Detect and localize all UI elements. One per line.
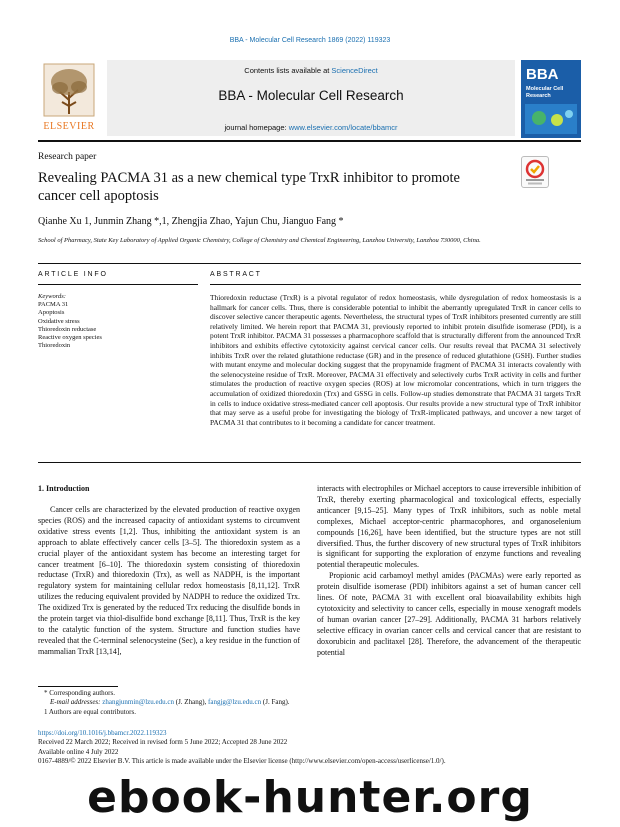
cover-subtitle: Molecular Cell Research xyxy=(526,86,564,99)
keyword-item: Reactive oxygen species xyxy=(38,334,102,342)
email-owner-fang: (J. Fang). xyxy=(261,698,290,707)
introduction-heading: 1. Introduction xyxy=(38,484,90,493)
doi-link[interactable]: https://doi.org/10.1016/j.bbamcr.2022.119323 xyxy=(38,729,167,737)
intro-paragraph-left: Cancer cells are characterized by the elevated production of reactive oxygen species (ROS) and the increased capacity of antioxidant systems to circumvent oxidative stress events [1,2]. Thus, inhibiting the antioxidant system is an approach to ablate effectively cancer cells [3–5]. The thioredoxin system as a crucial player of the antioxidant system has become an interesting target for cancer treatment [6–10]. The thioredoxin system consisting of thioredoxin reductase (TrxR) and thioredoxin (Trx), as well as NADPH, is the important regulatory system for maintaining cellular redox homeostasis [8,11,12]. TrxR utilizes the reducing equivalent provided by NADPH to reduce the oxidized Trx. The oxidized Trx is generated by the reduced Trx reducing the disulfide bonds in the protein target via thiol-disulfide bond exchange [8,11]. Thus, TrxR is the key to the catalytic function of the system. Structure and function studies have revealed that the C-terminal selenocysteine (Sec), a key residue in the function of mammalian TrxR [13,14], xyxy=(38,505,300,656)
abstract-heading: ABSTRACT xyxy=(210,271,262,278)
abstract-text: Thioredoxin reductase (TrxR) is a pivotal regulator of redox homeostasis, while dysregulation of redox homeostasis is a hallmark for cancer cells. Thus, there is considerable potential to inhibit the aberrantly upregulated TrxR in cancer cells to discover selective cancer therapeutic agents. Nevertheless, the structural types of TrxR inhibitors presented currently are still relatively limited. We herein report that PACMA 31, previously reported to inhibit protein disulfide isomerase (PDI), is a potent TrxR inhibitor. PACMA 31 possesses a pharmacophore scaffold that is structurally different from the announced TrxR inhibitors and exhibits effective cytotoxicity against cervical cancer cells. Our results reveal that PACMA 31 selectively inhibits TrxR over the related glutathione reductase (GR) and in the presence of reduced glutathione (GSH). Further studies with mutant enzyme and molecular docking suggest that the propynamide fragment of PACMA 31 interacts covalently with the selenocysteine residue of TrxR. Moreover, PACMA 31 effectively and selectively curbs TrxR activity in cells and further stimulates the production of reactive oxygen species (ROS) at low micromolar concentrations, which in turn triggers the accumulation of oxidized thioredoxin (Trx) and GSSG in cells. Follow-up studies demonstrate that PACMA 31 targets TrxR in cells to induce oxidative stress-mediated cancer cell apoptosis. Our results provide a new structural type of TrxR inhibitor that may serve as a useful probe for investigating the biology of TrxR-implicated pathways, and uncover a new target of PACMA 31 that contributes to it becoming a candidate for cancer treatment. xyxy=(210,293,581,427)
keyword-list xyxy=(38,301,102,351)
keywords-label: Keywords: xyxy=(38,293,66,300)
keyword-item: PACMA 31 xyxy=(38,301,69,308)
check-for-updates-icon xyxy=(522,157,548,187)
intro-paragraph-right-2: Propionic acid carbamoyl methyl amides (PACMAs) were early reported as protein disulfide isomerase (PDI) inhibitors against a set of human cancer cell lines. Of note, PACMA 31 with excellent oral bioavailability exhibits high cytotoxicity and selectivity to cancer cells, especially in mouse xenograft models of human ovarian cancer [27–29]. Additionally, PACMA 31 harbors relatively selective efficacy in ovarian cancer cells and cervical cancer that are resistant to doxorubicin and paclitaxel [28]. Therefore, the advancement of the therapeutic potential xyxy=(317,571,581,657)
article-info-heading: ARTICLE INFO xyxy=(38,271,108,278)
email-owner-zhang: (J. Zhang), xyxy=(174,698,209,707)
journal-citation[interactable]: BBA - Molecular Cell Research 1869 (2022) 119323 xyxy=(229,37,391,44)
corresponding-note: * Corresponding authors. xyxy=(44,689,115,697)
footnotes xyxy=(38,689,290,717)
abstract-bottom-rule xyxy=(38,462,581,463)
homepage-prefix: journal homepage: xyxy=(224,123,289,132)
email-line xyxy=(38,698,290,707)
keyword-item: Thioredoxin reductase xyxy=(38,325,97,333)
email-link-fang[interactable]: fangjg@lzu.edu.cn xyxy=(208,698,262,707)
footnote-rule xyxy=(38,686,118,687)
masthead-rule xyxy=(38,140,581,142)
affiliation: School of Pharmacy, State Key Laboratory of Applied Organic Chemistry, College of Chemistry and Chemical Engineering, Lanzhou University, Lanzhou 730000, China. xyxy=(38,237,481,244)
email-prefix: E-mail addresses: xyxy=(50,698,103,707)
article-info-rule xyxy=(38,284,198,285)
article-title: Revealing PACMA 31 as a new chemical type TrxR inhibitor to promote cancer cell apoptosis xyxy=(38,170,460,204)
intro-column-right xyxy=(317,484,581,659)
watermark-text: ebook-hunter.org xyxy=(87,772,533,823)
author-list: Qianhe Xu 1, Junmin Zhang *,1, Zhengjia Zhao, Yajun Chu, Jianguo Fang * xyxy=(38,216,344,227)
cover-title: BBA xyxy=(526,66,559,83)
abstract-rule xyxy=(210,284,581,285)
article-type: Research paper xyxy=(38,152,97,162)
keyword-item: Oxidative stress xyxy=(38,317,80,325)
keyword-item: Thioredoxin xyxy=(38,342,71,350)
elsevier-logo-text: ELSEVIER xyxy=(43,121,95,132)
equal-contribution-note: 1 Authors are equal contributors. xyxy=(44,707,136,716)
available-online: Available online 4 July 2022 xyxy=(38,747,119,756)
email-link-zhang[interactable]: zhangjunmin@lzu.edu.cn xyxy=(102,698,174,707)
journal-homepage-line xyxy=(107,123,515,132)
publication-info xyxy=(38,729,581,766)
info-divider xyxy=(38,263,581,264)
journal-title: BBA - Molecular Cell Research xyxy=(218,88,404,103)
keyword-item: Apoptosis xyxy=(38,309,65,317)
license-statement: 0167-4889/© 2022 Elsevier B.V. This article is made available under the Elsevier license (http://www.elsevier.com/open-access/userlicense/1.0/). xyxy=(38,756,446,765)
check-for-updates-button[interactable] xyxy=(521,156,549,188)
intro-paragraph-right-1: interacts with electrophiles or Michael acceptors to cause irreversible inhibition of TrxR, thereby exerting pharmacological and toxicological effects, especially anticancer [9,15–25]. Many types of TrxR inhibitors, such as noble metal complexes, Michael acceptor-centric pharmacophores, and organoselenium compounds [16,26], have been identified, but the structure types are not still diversified. Thus, the further discovery of new structural types of TrxR inhibitors is significant for supporting the exploration of enzyme functions and revealing potential therapeutic molecules. xyxy=(317,484,581,570)
contents-prefix: Contents lists available at xyxy=(244,66,332,75)
homepage-link[interactable]: www.elsevier.com/locate/bbamcr xyxy=(288,123,398,132)
contents-line xyxy=(107,66,515,75)
received-dates: Received 22 March 2022; Received in revised form 5 June 2022; Accepted 28 June 2022 xyxy=(38,738,288,747)
sciencedirect-link[interactable]: ScienceDirect xyxy=(331,66,378,75)
